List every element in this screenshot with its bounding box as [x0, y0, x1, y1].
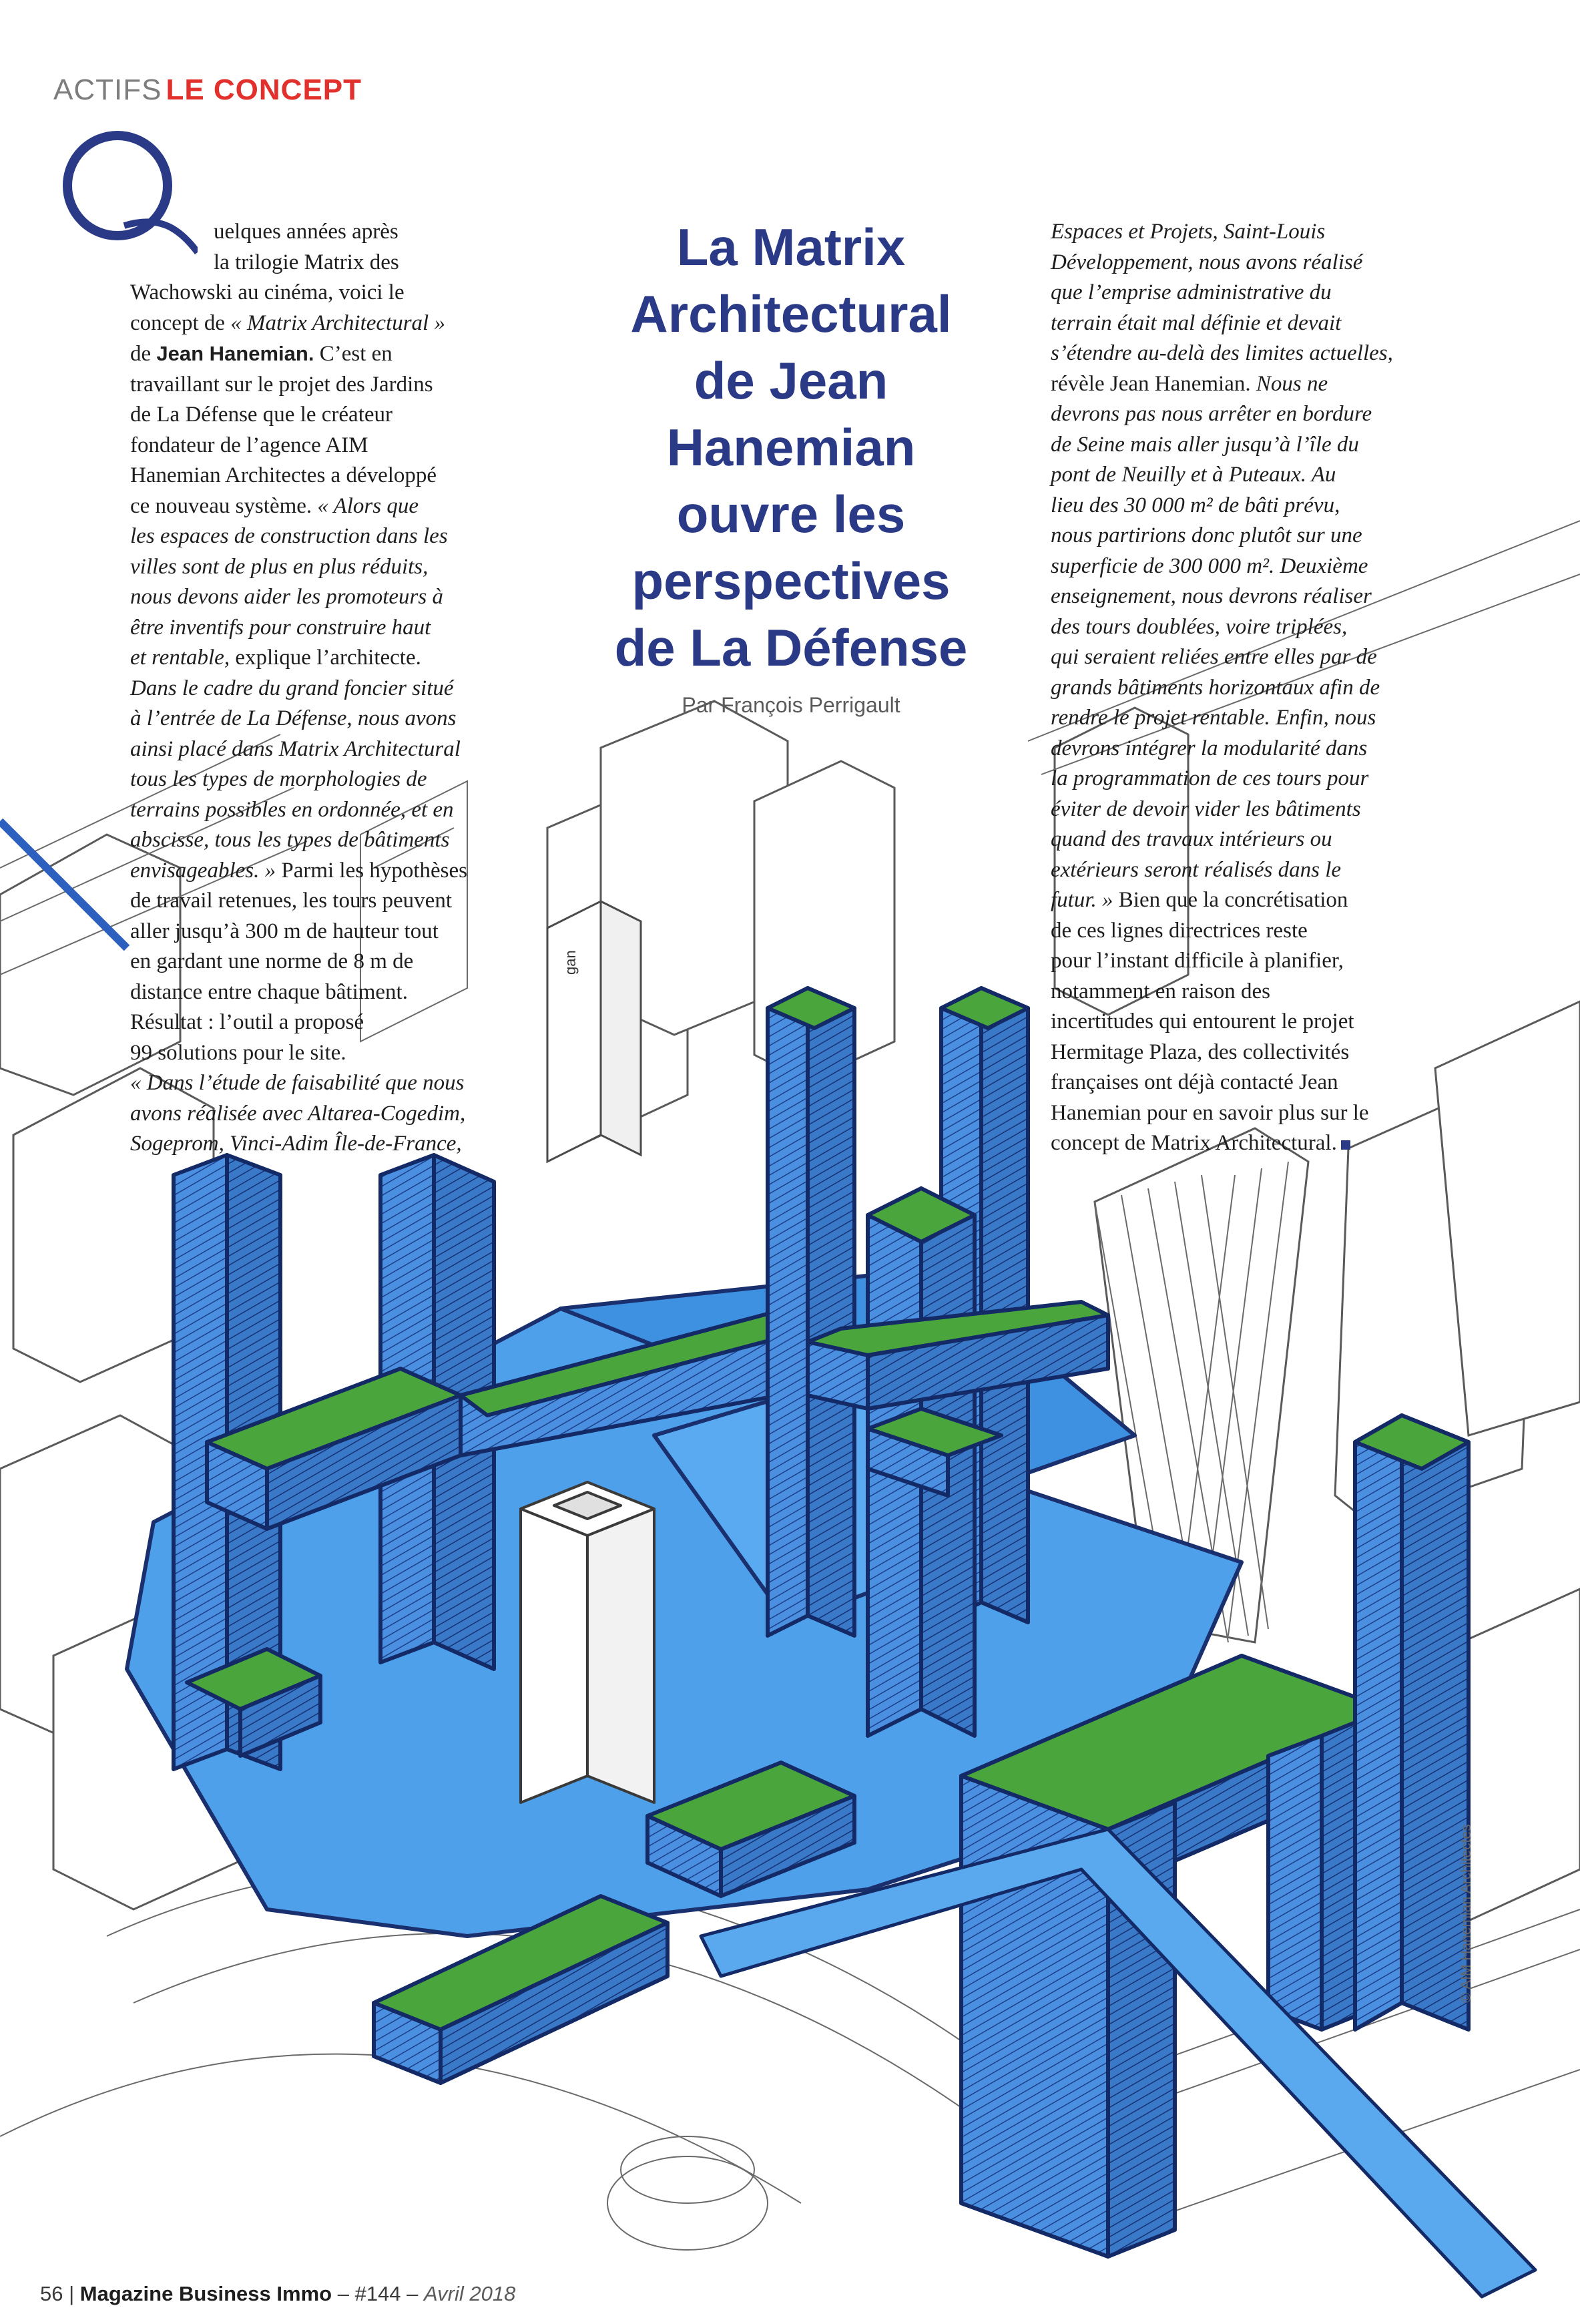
byline: Par François Perrigault — [682, 693, 900, 717]
title-line: perspectives — [631, 551, 951, 610]
page-number: 56 — [40, 2282, 63, 2305]
col1-line: la trilogie Matrix des — [214, 250, 399, 274]
col2-line: notamment en raison des — [1051, 979, 1271, 1003]
title-line: ouvre les — [676, 485, 906, 543]
col1-italic: « Alors que — [317, 493, 419, 518]
col2-italic: extérieurs seront réalisés dans le — [1051, 857, 1342, 882]
col2-italic: terrain était mal définie et devait — [1051, 310, 1342, 335]
tower-far-right — [1355, 1415, 1469, 2030]
col1-line: Résultat : l’outil a proposé — [130, 1010, 364, 1034]
gan-tower — [547, 901, 641, 1162]
col2-italic: devrons intégrer la modularité dans — [1051, 736, 1368, 760]
col1-line — [130, 613, 557, 644]
col1-text: de — [130, 342, 157, 366]
col2-line — [1051, 764, 1531, 794]
col2-line — [1051, 612, 1531, 643]
col1-line: 99 solutions pour le site. — [130, 1040, 346, 1065]
col1-line — [130, 643, 557, 674]
gan-sign: gan — [562, 950, 579, 975]
col1-text: C’est en — [314, 342, 392, 366]
col2-italic: la programmation de ces tours pour — [1051, 766, 1369, 790]
title-line: Hanemian — [666, 418, 916, 477]
col2-line — [1051, 430, 1531, 461]
end-mark-icon — [1341, 1140, 1350, 1150]
photo-credit: © AIM Hanemian Architectes — [1459, 1824, 1474, 2003]
col2-italic: Développement, nous avons réalisé — [1051, 250, 1363, 274]
col1-line: aller jusqu’à 300 m de hauteur tout — [130, 919, 439, 943]
col1-line — [130, 704, 557, 734]
col1-italic: abscisse, tous les types de bâtiments — [130, 828, 450, 852]
section-label — [53, 73, 362, 107]
col1-line: travaillant sur le projet des Jardins — [130, 372, 433, 397]
col1-line: uelques années après — [214, 220, 399, 244]
col2-line — [1051, 734, 1531, 764]
col2-line — [1051, 308, 1531, 339]
col1-italic: avons réalisée avec Altarea-Cogedim, — [130, 1101, 466, 1126]
footer-dash: – — [407, 2282, 419, 2305]
col2-line — [1051, 399, 1531, 430]
col2-line: Hanemian pour en savoir plus sur le — [1051, 1100, 1369, 1125]
col2-italic: quand des travaux intérieurs ou — [1051, 827, 1332, 851]
col2-line — [1051, 338, 1531, 369]
col2-italic: s’étendre au-delà des limites actuelles, — [1051, 341, 1393, 365]
col2-line — [1051, 369, 1531, 400]
col2-line — [1051, 855, 1531, 886]
col1-italic: envisageables. » — [130, 858, 276, 883]
col2-line — [1051, 673, 1531, 704]
article-column-1-body — [130, 278, 557, 1160]
col1-line: fondateur de l’agence AIM — [130, 433, 368, 457]
col1-italic: à l’entrée de La Défense, nous avons — [130, 706, 457, 730]
col1-italic: être inventifs pour construire haut — [130, 615, 431, 640]
col1-line — [130, 825, 557, 856]
col2-italic: enseignement, nous devrons réaliser — [1051, 584, 1372, 608]
col1-line: Wachowski au cinéma, voici le — [130, 280, 405, 304]
col1-italic: villes sont de plus en plus réduits, — [130, 554, 429, 579]
col1-line — [130, 521, 557, 552]
col2-italic: pont de Neuilly et à Puteaux. Au — [1051, 463, 1336, 487]
col1-line: de travail retenues, les tours peuvent — [130, 889, 452, 913]
col2-italic: nous partirions donc plutôt sur une — [1051, 523, 1362, 547]
col2-line: françaises ont déjà contacté Jean — [1051, 1070, 1338, 1094]
col2-line — [1051, 521, 1531, 551]
col1-line — [130, 795, 557, 826]
title-line: de La Défense — [614, 618, 968, 677]
col1-line — [130, 338, 557, 370]
col1-line: distance entre chaque bâtiment. — [130, 979, 408, 1004]
col2-line — [1051, 460, 1531, 491]
col1-line: de La Défense que le créateur — [130, 403, 393, 427]
col2-italic: grands bâtiments horizontaux afin de — [1051, 675, 1380, 700]
col2-line: de ces lignes directrices reste — [1051, 918, 1308, 943]
col1-text: Parmi les hypothèses — [276, 858, 467, 883]
col2-line: Hermitage Plaza, des collectivités — [1051, 1039, 1350, 1064]
col1-italic: les espaces de construction dans les — [130, 524, 448, 548]
col1-line — [130, 734, 557, 765]
col2-italic: des tours doublées, voire triplées, — [1051, 614, 1348, 639]
col1-line — [130, 582, 557, 613]
col1-italic: nous devons aider les promoteurs à — [130, 585, 443, 609]
col2-italic: superficie de 300 000 m². Deuxième — [1051, 553, 1368, 578]
col2-text: révèle Jean Hanemian. — [1051, 371, 1251, 396]
article-column-1 — [130, 217, 557, 278]
title-line: Architectural — [630, 284, 952, 343]
col1-line: Hanemian Architectes a développé — [130, 463, 437, 487]
col1-line: en gardant une norme de 8 m de — [130, 949, 414, 973]
col2-italic: qui seraient reliées entre elles par de — [1051, 645, 1377, 669]
col2-italic: devrons pas nous arrêter en bordure — [1051, 402, 1372, 426]
col2-line — [1051, 642, 1531, 673]
title-line: de Jean — [694, 351, 888, 410]
col1-line — [130, 764, 557, 795]
col1-italic: « Dans l’étude de faisabilité que nous — [130, 1071, 465, 1095]
tower-center-1 — [768, 988, 854, 1636]
col1-line — [130, 1129, 557, 1160]
col1-line — [130, 552, 557, 583]
col2-italic: Nous ne — [1250, 371, 1328, 396]
col2-line — [1051, 278, 1531, 308]
col1-line — [130, 856, 557, 887]
col2-italic: de Seine mais aller jusqu’à l’île du — [1051, 432, 1359, 457]
footer-separator: | — [69, 2282, 75, 2305]
col2-italic: futur. » — [1051, 888, 1113, 912]
col2-italic: Espaces et Projets, Saint-Louis — [1051, 220, 1326, 244]
magazine-name: Magazine Business Immo — [79, 2282, 332, 2305]
col2-line — [1051, 885, 1531, 916]
col2-italic: éviter de devoir vider les bâtiments — [1051, 796, 1361, 821]
col2-italic: rendre le projet rentable. Enfin, nous — [1051, 706, 1376, 730]
col2-line — [1051, 582, 1531, 612]
col1-line — [130, 1099, 557, 1130]
col1-line — [130, 491, 557, 522]
col2-line — [1051, 703, 1531, 734]
subsection-name: LE CONCEPT — [166, 73, 362, 106]
col2-line: pour l’instant difficile à planifier, — [1051, 949, 1344, 973]
footer-dash: – — [337, 2282, 349, 2305]
issue-number: #144 — [354, 2282, 401, 2305]
col1-line — [130, 308, 557, 339]
white-office-tower — [521, 1482, 654, 1803]
col2-line — [1051, 1128, 1531, 1159]
col1-italic: tous les types de morphologies de — [130, 767, 427, 791]
col1-italic: et rentable, — [130, 646, 230, 670]
author-name: Jean Hanemian. — [156, 342, 314, 365]
col1-italic: ainsi placé dans Matrix Architectural — [130, 736, 461, 761]
col1-italic: « Matrix Architectural » — [230, 310, 445, 335]
col2-text: Bien que la concrétisation — [1113, 888, 1348, 912]
col2-line — [1051, 217, 1531, 248]
col1-italic: Dans le cadre du grand foncier situé — [130, 676, 454, 700]
col1-text: ce nouveau système. — [130, 493, 318, 518]
article-title — [574, 214, 1008, 681]
section-name: ACTIFS — [53, 73, 162, 106]
col2-line: incertitudes qui entourent le projet — [1051, 1009, 1354, 1033]
col2-line — [1051, 248, 1531, 278]
col2-italic: que l’emprise administrative du — [1051, 280, 1332, 304]
col2-line — [1051, 825, 1531, 855]
title-line: La Matrix — [676, 218, 906, 276]
page-footer — [40, 2282, 515, 2306]
issue-date: Avril 2018 — [424, 2282, 516, 2305]
col2-italic: lieu des 30 000 m² de bâti prévu, — [1051, 493, 1340, 517]
col2-line — [1051, 794, 1531, 825]
col1-line — [130, 674, 557, 704]
col1-italic: terrains possibles en ordonnée, et en — [130, 797, 454, 822]
col2-line — [1051, 491, 1531, 521]
col1-text: explique l’architecte. — [230, 646, 421, 670]
col1-italic: Sogeprom, Vinci-Adim Île-de-France, — [130, 1132, 462, 1156]
col1-text: concept de — [130, 310, 231, 335]
col1-line — [130, 1068, 557, 1099]
col2-text: concept de Matrix Architectural. — [1051, 1131, 1337, 1155]
col2-line — [1051, 551, 1531, 582]
article-column-2 — [1051, 217, 1531, 1159]
